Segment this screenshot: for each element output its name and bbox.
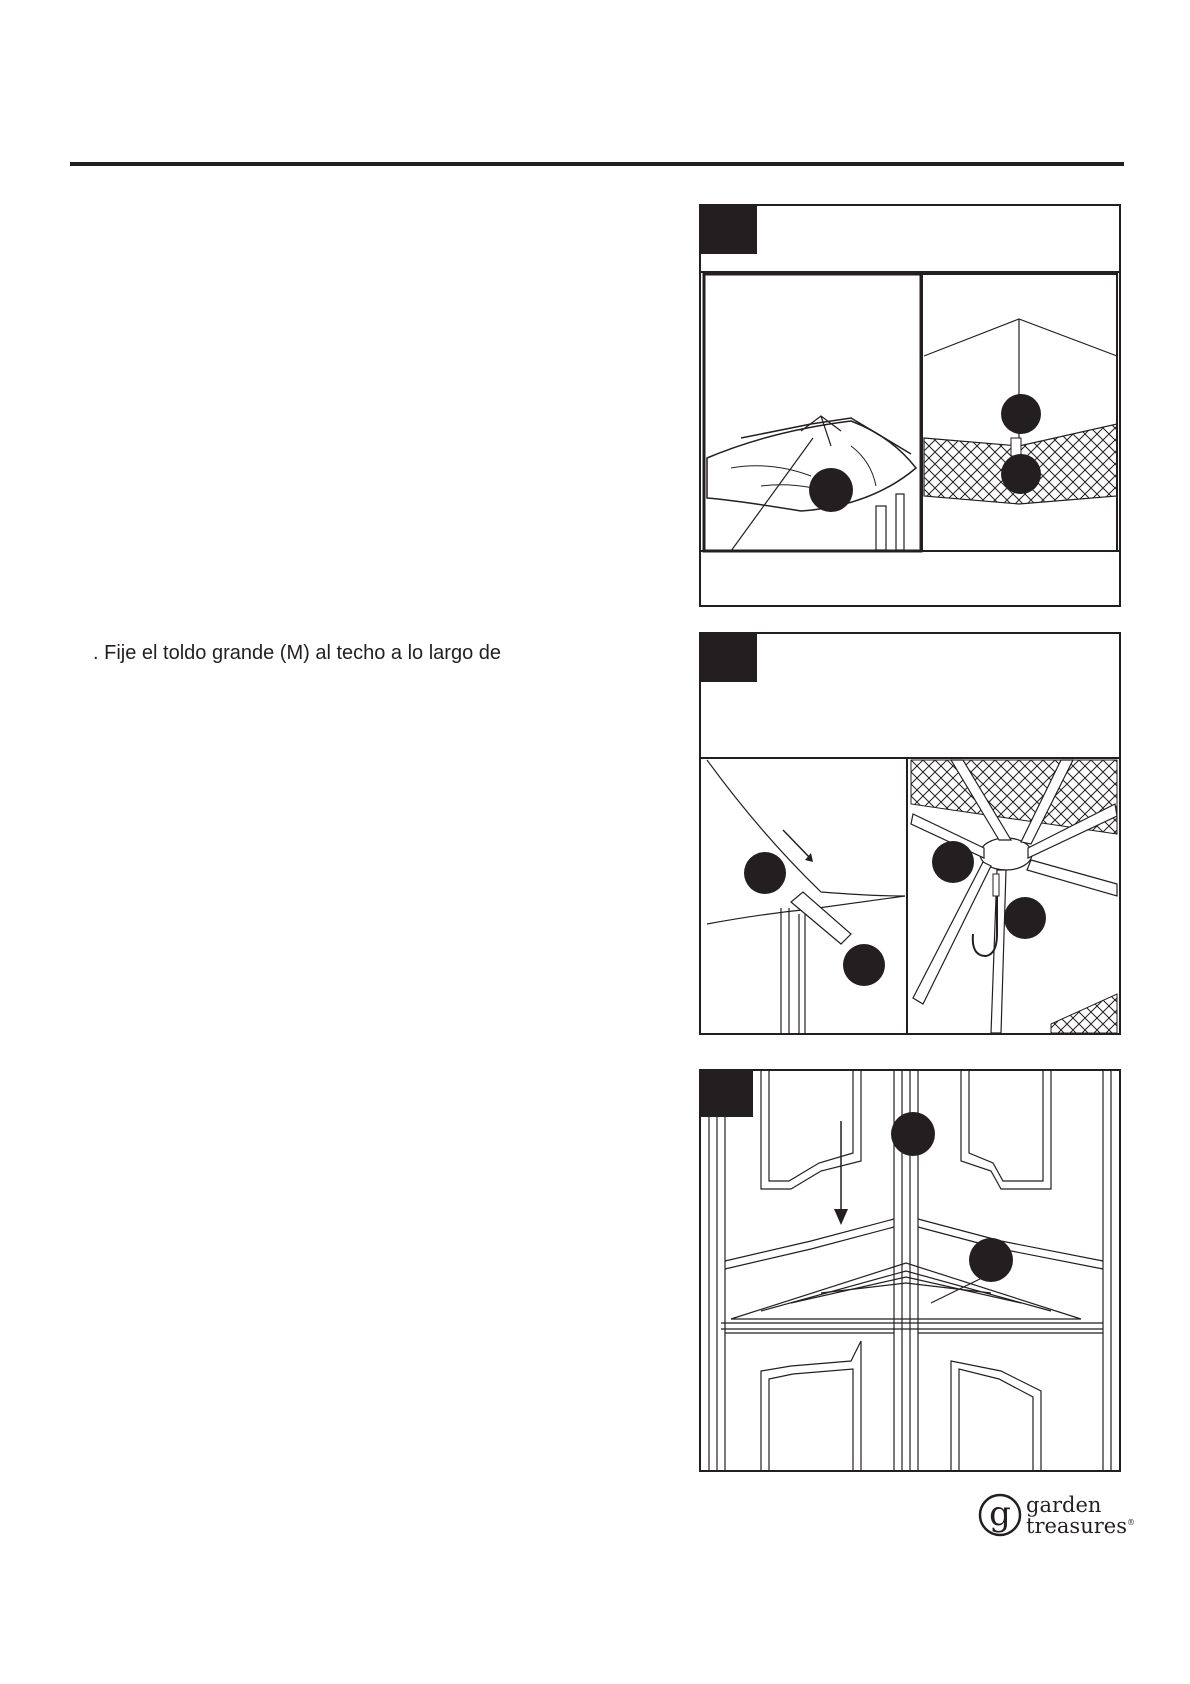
step-illustration-3 [699,1069,1121,1472]
top-rule [70,162,1124,166]
logo-word-garden: garden [1026,1493,1102,1517]
step-number-badge [701,1071,753,1117]
step-illustration-2 [699,632,1121,1035]
svg-text:g: g [989,1494,1011,1534]
garden-treasures-logo [978,1485,1135,1547]
canopy-detail-drawing [701,206,1119,605]
hook-detail-drawing [701,634,1119,1033]
corner-shelf-drawing [701,1071,1119,1470]
logo-word-treasures: treasures® [1026,1514,1135,1538]
logo-mark-icon [978,1485,1028,1545]
step-illustration-1 [699,204,1121,607]
instruction-text: . Fije el toldo grande (M) al techo a lo largo de [93,642,501,664]
callout-circle [809,468,853,512]
